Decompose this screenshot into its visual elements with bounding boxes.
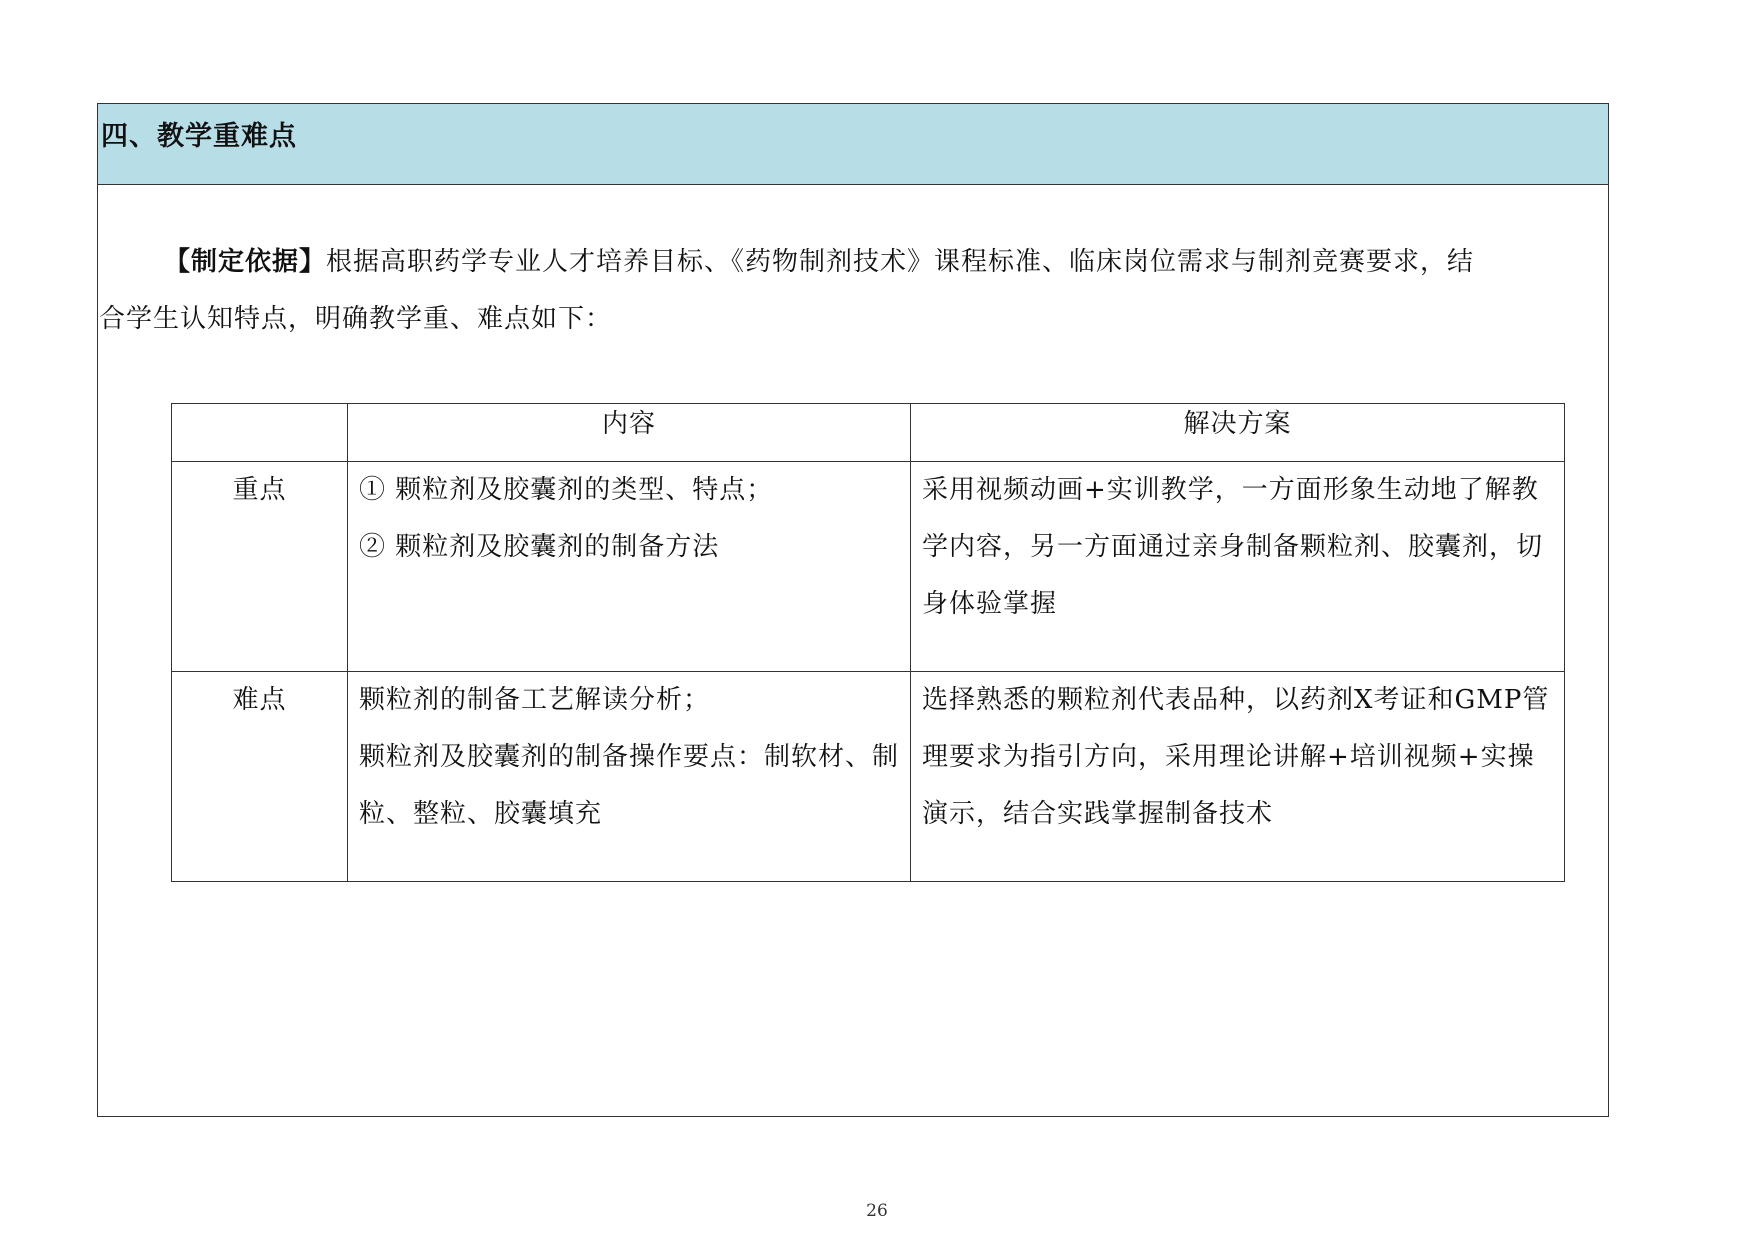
- row-label-key-points: 重点: [172, 462, 348, 672]
- content-item: 颗粒剂的制备工艺解读分析；: [359, 685, 711, 715]
- difficult-points-content: [348, 672, 911, 882]
- column-header-content: 内容: [348, 404, 911, 462]
- table-row-key-points: [172, 462, 1565, 672]
- column-header-solution: 解决方案: [911, 404, 1565, 462]
- intro-label: 【制定依据】: [164, 247, 327, 277]
- difficult-points-solution: [911, 672, 1565, 882]
- content-item: 颗粒剂及胶囊剂的制备操作要点：制软材、制粒、整粒、胶囊填充: [359, 742, 900, 829]
- table-row-difficult-points: [172, 672, 1565, 882]
- row-label-difficult-points: 难点: [172, 672, 348, 882]
- content-item: ② 颗粒剂及胶囊剂的制备方法: [359, 532, 720, 562]
- content-item: ① 颗粒剂及胶囊剂的类型、特点；: [359, 475, 774, 505]
- page-number: 26: [866, 1201, 888, 1221]
- section-title: 四、教学重难点: [101, 121, 297, 152]
- intro-line-2: 合学生认知特点，明确教学重、难点如下：: [99, 304, 613, 334]
- section-frame: [97, 103, 1609, 1117]
- intro-paragraph: [99, 234, 1599, 348]
- section-header: [98, 104, 1608, 185]
- solution-text: 选择熟悉的颗粒剂代表品种，以药剂X考证和GMP管理要求为指引方向，采用理论讲解+培训视频+实操演示，结合实践掌握制备技术: [922, 685, 1550, 829]
- table-header-row: [172, 404, 1565, 462]
- intro-line-1: [99, 234, 1599, 291]
- key-points-content: [348, 462, 911, 672]
- key-difficult-points-table: [171, 403, 1565, 882]
- key-points-solution: [911, 462, 1565, 672]
- intro-line-1-text: 根据高职药学专业人才培养目标、《药物制剂技术》课程标准、临床岗位需求与制剂竞赛要求，结: [326, 247, 1475, 277]
- solution-text: 采用视频动画+实训教学，一方面形象生动地了解教学内容，另一方面通过亲身制备颗粒剂、胶囊剂，切身体验掌握: [922, 475, 1544, 619]
- column-header-empty: [172, 404, 348, 462]
